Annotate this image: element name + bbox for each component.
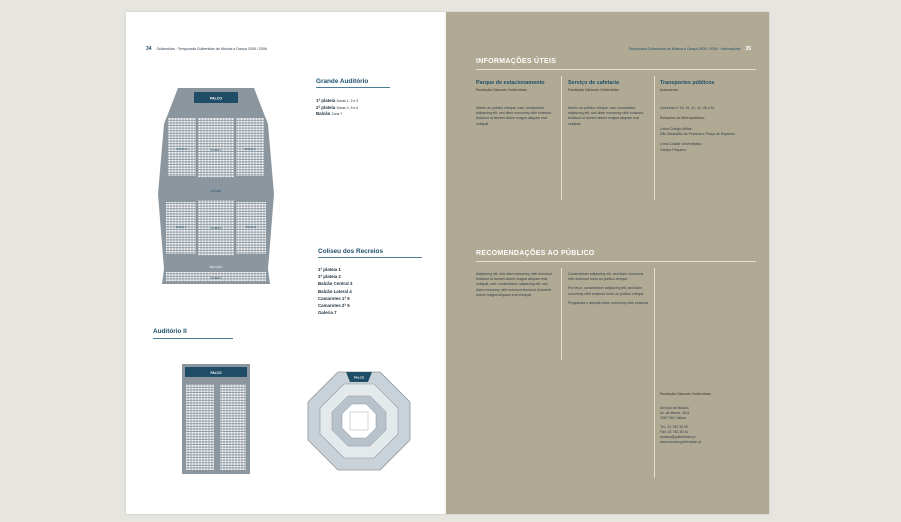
grande-line-3: Balcão Zona 7: [316, 111, 343, 117]
zone-2-label: ZONA 2: [210, 148, 222, 152]
contact-line: Av. de Berna, 45-A: [660, 410, 690, 415]
foyer-label: FOYER: [210, 189, 222, 193]
parking-title: Parque de estacionamento: [476, 80, 545, 86]
parking-subtitle: Fundação Calouste Gulbenkian: [476, 88, 527, 92]
grande-auditorio-title: Grande Auditório: [316, 78, 369, 85]
recom-title-rule: [476, 261, 756, 262]
contact-line: musica@gulbenkian.pt: [660, 434, 696, 439]
contact-line: Fax: 21 782 30 41: [660, 429, 689, 434]
grande-auditorio-rule: [316, 87, 390, 88]
cafeteria-body: Aberto ao público cheque, met, consectetur adipiscing elit, sed diam nonummy nibh euismod tincidunt ut laoreet dolore magna aliquam erat volutpat.: [568, 106, 644, 126]
transport-line: Linha Colégio Militar:: [660, 126, 693, 131]
zone-3-label: ZONA 3: [244, 147, 256, 151]
contact-line: Serviço de Música: [660, 406, 689, 410]
grande-auditorio-list: [316, 98, 358, 118]
coliseu-line: Camarotes 1ª 5: [318, 295, 350, 301]
column-divider: [561, 76, 562, 200]
coliseu-line: Camarotes 2ª 5: [318, 303, 350, 309]
transport-subtitle: Autocarros: [660, 88, 679, 92]
auditorio-ii-title: Auditório II: [153, 328, 187, 335]
parking-body: Aberto ao público cheque, essi, consectetur adipiscing elit, sed diam nonummy nibh euismod tincidunt ut laoreet dolore magna aliquam erat volutpat.: [476, 106, 552, 126]
coliseu-rule: [318, 257, 422, 258]
running-head-left-text: Gulbenkian · Temporada Gulbenkian de Música e Dança 2005 / 2006: [156, 47, 267, 51]
left-page: [126, 12, 446, 514]
coliseu-line: Balcão Lateral 4: [318, 288, 352, 294]
stage-label: PALCO: [209, 96, 223, 101]
contact-line: Tel.: 21 782 30 00: [660, 425, 688, 430]
cafeteria-subtitle: Fundação Calouste Gulbenkian: [568, 88, 619, 92]
coliseu-line: Galeria 7: [318, 310, 337, 316]
auditorio-ii-rule: [153, 338, 233, 339]
coliseu-line: 1ª plateia 1: [318, 267, 341, 272]
transport-line: São Sebastião de Pedreira e Praça de Espanha: [660, 132, 735, 137]
recom-title: RECOMENDAÇÕES AO PÚBLICO: [476, 250, 595, 257]
contact-title: Fundação Calouste Gulbenkian: [660, 392, 711, 396]
column-divider: [561, 268, 562, 360]
transport-body: [660, 106, 752, 153]
cafeteria-title: Serviço de cafetaria: [568, 80, 619, 86]
grande-line-2: 2ª plateia Zonas 4, 5 e 6: [316, 104, 359, 110]
running-head-right-text: Temporada Gulbenkian de Música e Dança 2005 / 2006 · Informações: [628, 47, 741, 51]
auditorio-ii-stage-label: PALCO: [210, 371, 222, 375]
column-divider: [654, 76, 655, 200]
zone-4-label: ZONA 4: [175, 225, 187, 229]
transport-title: Transportes públicos: [660, 80, 715, 86]
contact-line: www.musica.gulbenkian.pt: [660, 439, 702, 444]
transport-line: Carreiras nº 16, 26, 31, 42, 46 e 51: [660, 106, 715, 110]
recom-paragraph: Programas e atenção diam nonummy nibh euismod.: [568, 300, 650, 305]
coliseu-plan: [306, 370, 412, 472]
recom-paragraph: Por favor, consectetuer adipiscing elit, sed diam nonummy nibh euismod horto ao público cheque.: [568, 286, 645, 296]
zone-6-label: ZONA 6: [245, 225, 257, 229]
coliseu-title: Coliseu dos Recreios: [318, 248, 383, 255]
balcony-label: BALCÃO: [209, 265, 223, 269]
recom-col1: Adipiscing elit, sed diam nonummy nibh euismod tincidunt ut laoreet dolore magna aliquam erat volutpat, met, consectetuer adipiscing elit, sed diam nonummy nibh euismod tincidunt ut laoreet dolore magna aliquam erat volutpat.: [476, 272, 552, 297]
info-title: INFORMAÇÕES ÚTEIS: [476, 58, 557, 65]
grande-auditorio-plan: [156, 84, 276, 290]
recom-col2: [568, 272, 650, 310]
page-number-right: 35: [745, 46, 751, 52]
coliseu-line: 2ª plateia 2: [318, 274, 341, 280]
grande-line-1: 1ª plateia Zonas 1, 2 e 3: [316, 98, 359, 103]
right-page: [446, 12, 769, 514]
transport-line: Linha Cidade Universitária:: [660, 142, 703, 147]
contact-line: 1067-001 Lisboa: [660, 415, 687, 420]
coliseu-stage-label: PALCO: [353, 375, 365, 380]
zone-7-label: ZONA 7: [210, 276, 222, 280]
coliseu-line: Balcão Central 3: [318, 281, 353, 287]
zone-1-label: ZONA 1: [176, 147, 188, 151]
recom-paragraph: Consectetuer adipiscing elit, sed diam nonummy nibh euismod horto ao público cheque.: [568, 272, 644, 282]
running-head-right: [629, 46, 751, 52]
auditorio-ii-plan: [182, 364, 250, 474]
transport-line: Estações de Metropolitano: [660, 116, 705, 121]
page-number-left: 34: [146, 46, 152, 52]
info-title-rule: [476, 69, 756, 70]
coliseu-list: [318, 266, 352, 316]
contact-body: [660, 406, 752, 444]
column-divider: [654, 268, 655, 478]
zone-5-label: ZONA 5: [210, 226, 222, 230]
running-head-left: [146, 46, 267, 52]
transport-line: Campo Pequeno: [660, 147, 687, 152]
